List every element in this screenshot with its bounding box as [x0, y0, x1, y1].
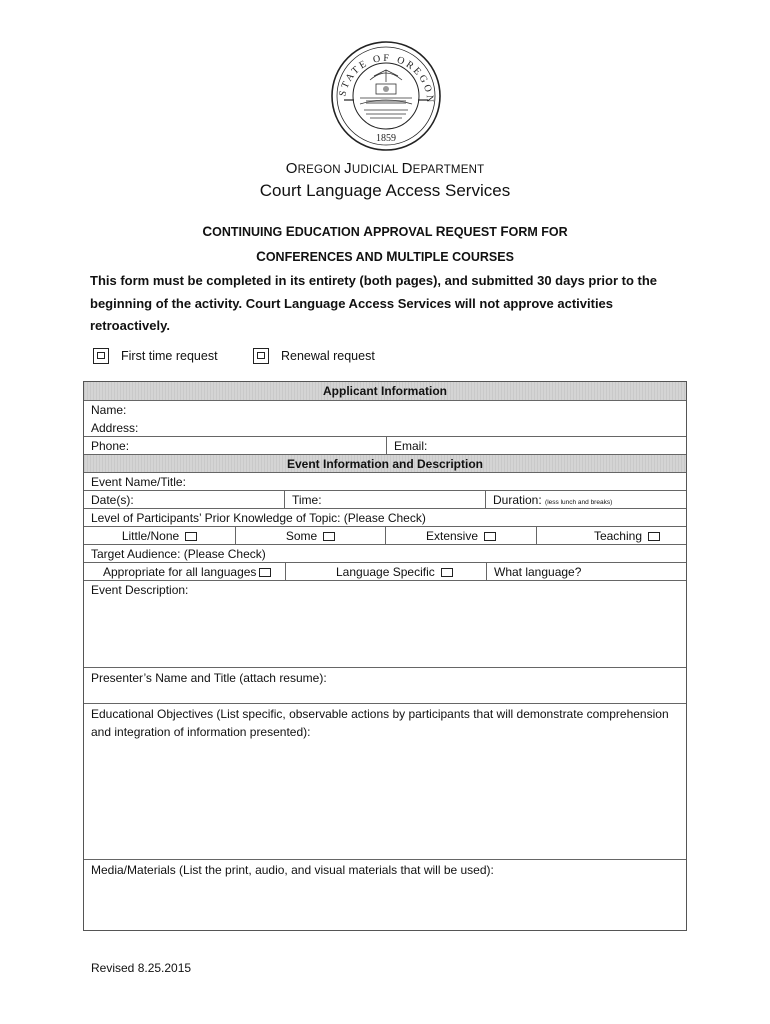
what-language-field[interactable]	[486, 563, 686, 580]
first-time-request-checkbox[interactable]	[93, 348, 109, 364]
seal-text: STATE OF OREGON	[337, 52, 436, 105]
presenter-field[interactable]	[84, 668, 686, 704]
event-section-title: Event Information and Description	[286, 457, 484, 471]
renewal-request-label: Renewal request	[281, 349, 375, 363]
oregon-state-seal	[330, 40, 442, 152]
media-materials-field[interactable]	[84, 860, 686, 930]
form-title-line-2: CONFERENCES AND MULTIPLE COURSES	[256, 249, 514, 264]
event-section-header	[84, 455, 686, 473]
time-field[interactable]	[284, 491, 485, 508]
what-language-label: What language?	[494, 565, 582, 579]
service-name: Court Language Access Services	[259, 181, 511, 200]
extensive-checkbox[interactable]	[484, 532, 496, 541]
seal-year: 1859	[376, 133, 396, 144]
event-name-field[interactable]	[84, 473, 686, 491]
audience-label: Target Audience: (Please Check)	[91, 547, 266, 561]
first-time-request-label: First time request	[121, 349, 218, 363]
knowledge-options-row	[84, 527, 686, 545]
renewal-request-checkbox[interactable]	[253, 348, 269, 364]
dates-field[interactable]	[84, 491, 284, 508]
language-specific-checkbox[interactable]	[441, 568, 453, 577]
option-language-specific[interactable]	[285, 563, 486, 580]
option-some[interactable]	[235, 527, 385, 544]
duration-label: Duration:	[493, 493, 542, 507]
email-field[interactable]	[386, 437, 686, 454]
teaching-checkbox[interactable]	[648, 532, 660, 541]
applicant-section-title: Applicant Information	[323, 384, 447, 398]
address-label: Address:	[91, 421, 139, 435]
revision-date: Revised 8.25.2015	[91, 961, 192, 975]
request-form	[83, 381, 687, 931]
event-description-field[interactable]	[84, 581, 686, 668]
event-name-label: Event Name/Title:	[91, 475, 186, 489]
option-little-none-label: Little/None	[121, 529, 180, 543]
all-languages-label: Appropriate for all languages	[103, 565, 257, 579]
renewal-request-option[interactable]	[253, 344, 375, 368]
department-name: OREGON JUDICIAL DEPARTMENT	[285, 160, 485, 177]
date-time-row	[84, 491, 686, 509]
language-specific-label: Language Specific	[336, 565, 435, 579]
option-extensive-label: Extensive	[425, 529, 479, 543]
time-label: Time:	[292, 493, 322, 507]
dates-label: Date(s):	[91, 493, 134, 507]
objectives-label: Educational Objectives (List specific, observable actions by participants that will demonstrate comprehension and integration of information presented):	[91, 707, 669, 739]
name-label: Name:	[91, 403, 127, 417]
phone-label: Phone:	[91, 439, 130, 453]
some-checkbox[interactable]	[323, 532, 335, 541]
address-field[interactable]	[84, 419, 686, 437]
audience-options-row	[84, 563, 686, 581]
knowledge-label: Level of Participants’ Prior Knowledge of Topic: (Please Check)	[91, 511, 426, 525]
form-title-line-1: CONTINUING EDUCATION APPROVAL REQUEST FORM FOR	[202, 224, 568, 239]
email-label: Email:	[394, 439, 428, 453]
option-little-none[interactable]	[84, 527, 235, 544]
all-languages-checkbox[interactable]	[259, 568, 271, 577]
event-description-label: Event Description:	[91, 583, 189, 597]
first-time-request-option[interactable]	[93, 344, 218, 368]
name-field[interactable]	[84, 401, 686, 419]
audience-row	[84, 545, 686, 563]
duration-field[interactable]	[485, 491, 686, 508]
phone-field[interactable]	[84, 437, 386, 454]
option-teaching-label: Teaching	[593, 529, 642, 543]
little-none-checkbox[interactable]	[185, 532, 197, 541]
option-extensive[interactable]	[385, 527, 536, 544]
presenter-label: Presenter’s Name and Title (attach resume):	[91, 671, 327, 685]
option-teaching[interactable]	[536, 527, 686, 544]
objectives-field[interactable]	[84, 704, 686, 860]
knowledge-row	[84, 509, 686, 527]
media-materials-label: Media/Materials (List the print, audio, and visual materials that will be used):	[91, 863, 494, 877]
option-all-languages[interactable]	[84, 563, 285, 580]
applicant-section-header	[84, 382, 686, 401]
duration-note: (less lunch and breaks)	[545, 499, 613, 506]
instructions: This form must be completed in its entirety (both pages), and submitted 30 days prior to the beginning of the activity. Court Language Access Services will not approve activities retroactively.	[90, 273, 658, 333]
contact-row	[84, 437, 686, 455]
option-some-label: Some	[285, 529, 318, 543]
